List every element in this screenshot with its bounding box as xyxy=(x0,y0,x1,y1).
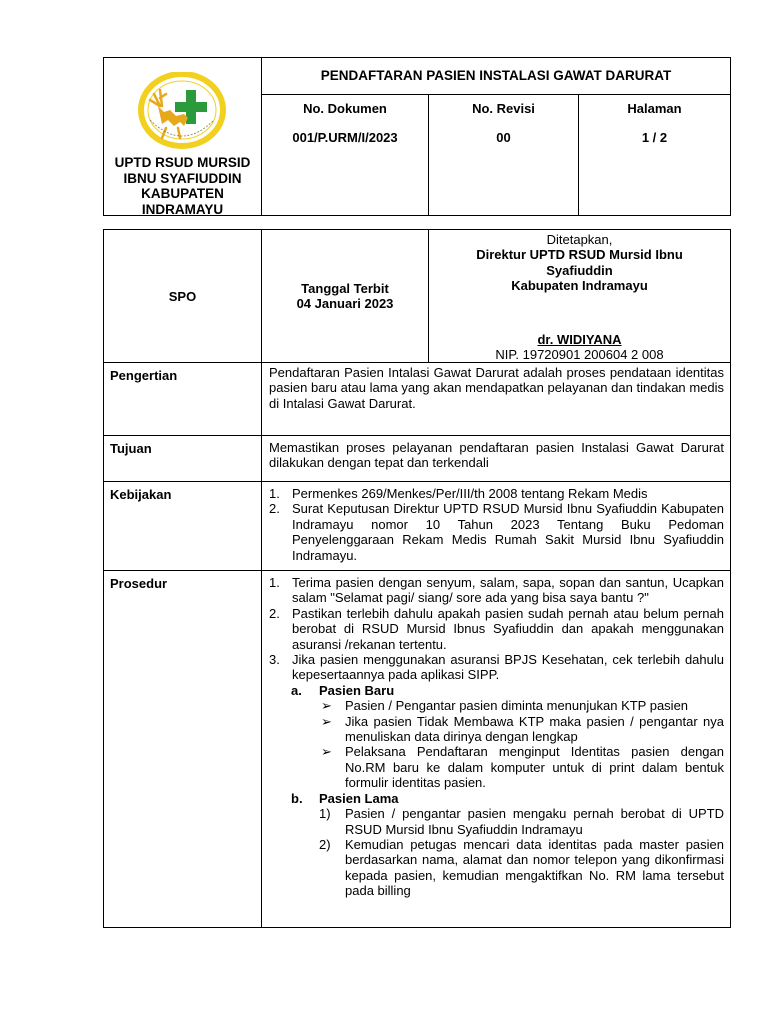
hospital-name-line: INDRAMAYU xyxy=(141,201,224,217)
sub-letter: b. xyxy=(291,790,303,806)
director-title-line: Direktur UPTD RSUD Mursid Ibnu xyxy=(476,247,683,262)
director-nip: NIP. 19720901 200604 2 008 xyxy=(495,346,664,362)
hospital-name-line: UPTD RSUD MURSID xyxy=(114,155,251,170)
list-item xyxy=(269,698,724,713)
list-item xyxy=(269,606,724,652)
spo-table xyxy=(103,229,731,928)
item-number: 2. xyxy=(269,501,280,517)
kebijakan-label: Kebijakan xyxy=(104,482,262,571)
director-title-line: Syafiuddin xyxy=(546,262,613,278)
item-text: Jika pasien menggunakan asuransi BPJS Kesehatan, cek terlebih dahulu kepesertaannya pada aplikasi SIPP. xyxy=(292,652,724,683)
prosedur-clip xyxy=(269,575,724,920)
list-item xyxy=(269,837,724,899)
page-label: Halaman xyxy=(627,101,682,116)
item-number: 2) xyxy=(319,836,331,852)
hospital-logo-icon xyxy=(138,72,226,150)
revision-value: 00 xyxy=(496,130,511,145)
hospital-name-line: KABUPATEN xyxy=(141,186,224,201)
director-title-line: Kabupaten Indramayu xyxy=(511,278,648,293)
revision-label: No. Revisi xyxy=(472,101,535,116)
pasien-baru-heading xyxy=(269,683,724,698)
item-number: 1. xyxy=(269,486,280,501)
list-item xyxy=(269,652,724,683)
director-title xyxy=(429,247,730,294)
pasien-lama-heading xyxy=(269,791,724,806)
item-number: 1. xyxy=(269,575,280,590)
pengertian-text: Pendaftaran Pasien Intalasi Gawat Darurat adalah proses pendataan identitas pasien baru atau lama yang akan mendapatkan pelayanan dan tindakan medis di Intalasi Gawat Darurat. xyxy=(262,363,731,436)
item-number: 2. xyxy=(269,605,280,621)
doc-number-label: No. Dokumen xyxy=(303,101,387,116)
hospital-identity-cell xyxy=(104,58,262,216)
director-name: dr. WIDIYANA xyxy=(537,331,622,347)
issue-date-value: 04 Januari 2023 xyxy=(296,296,394,311)
list-item xyxy=(269,744,724,790)
sub-title: Pasien Lama xyxy=(319,790,399,806)
item-text: Pasien / Pengantar pasien diminta menunjukan KTP pasien xyxy=(345,698,689,714)
item-text: Pastikan terlebih dahulu apakah pasien sudah pernah atau belum pernah berobat di RSUD Mursid Ibnus Syafiuddin dan apakah menggunakan asuransi /rekanan tertentu. xyxy=(292,605,724,652)
doc-number-cell xyxy=(262,95,429,216)
arrow-bullet-icon: ➢ xyxy=(321,698,332,714)
sub-title: Pasien Baru xyxy=(319,682,395,698)
hospital-name xyxy=(104,155,261,217)
tujuan-text: Memastikan proses pelayanan pendaftaran pasien Instalasi Gawat Darurat dilakukan dengan tepat dan terkendali xyxy=(262,436,731,482)
item-text: Jika pasien Tidak Membawa KTP maka pasien / pengantar nya menuliskan data dirinya dengan lengkap xyxy=(345,713,724,745)
item-text: Permenkes 269/Menkes/Per/III/th 2008 tentang Rekam Medis xyxy=(292,486,648,501)
item-number: 3. xyxy=(269,652,280,668)
sub-letter: a. xyxy=(291,682,302,698)
doc-number-value: 001/P.URM/I/2023 xyxy=(292,130,398,145)
list-item xyxy=(269,714,724,745)
list-item xyxy=(269,486,724,501)
revision-cell xyxy=(429,95,579,216)
pengertian-label: Pengertian xyxy=(104,363,262,436)
list-item xyxy=(269,806,724,837)
item-text: Pasien / pengantar pasien mengaku pernah berobat di UPTD RSUD Mursid Ibnu Syafiuddin Indramayu xyxy=(345,806,724,837)
kebijakan-content xyxy=(262,482,731,571)
arrow-bullet-icon: ➢ xyxy=(321,713,332,729)
list-item xyxy=(269,501,724,563)
prosedur-label: Prosedur xyxy=(104,571,262,928)
kebijakan-list xyxy=(269,486,724,563)
tujuan-label: Tujuan xyxy=(104,436,262,482)
document-header-table xyxy=(103,57,731,216)
document-title: PENDAFTARAN PASIEN INSTALASI GAWAT DARURAT xyxy=(262,58,731,95)
item-text: Kemudian petugas mencari data identitas pada master pasien berdasarkan nama, alamat dan nomor telepon yang dikonfirmasi kepada pasien, kemudian mengaktifkan No. RM lama tersebut pada billing xyxy=(345,836,724,899)
hospital-name-line: IBNU SYAFIUDDIN xyxy=(123,170,242,186)
established-label: Ditetapkan, xyxy=(546,232,613,247)
prosedur-list xyxy=(269,575,724,683)
prosedur-content xyxy=(262,571,731,928)
approval-cell xyxy=(429,230,731,363)
issue-date-cell xyxy=(262,230,429,363)
item-text: Terima pasien dengan senyum, salam, sapa, sopan dan santun, Ucapkan salam "Selamat pagi/ siang/ sore ada yang bisa saya bantu ?" xyxy=(292,575,724,606)
page-value: 1 / 2 xyxy=(641,130,668,145)
arrow-bullet-icon: ➢ xyxy=(321,744,332,760)
issue-date-label: Tanggal Terbit xyxy=(301,280,389,296)
item-number: 1) xyxy=(319,806,331,822)
list-item xyxy=(269,575,724,606)
spo-label: SPO xyxy=(104,230,262,363)
page-cell xyxy=(579,95,731,216)
item-text: Pelaksana Pendaftaran menginput Identitas pasien dengan No.RM baru ke dalam komputer untuk di print dalam bentuk formulir identitas pasien. xyxy=(345,744,724,791)
item-text: Surat Keputusan Direktur UPTD RSUD Mursid Ibnu Syafiuddin Kabupaten Indramayu nomor 10 Tahun 2023 Tentang Buku Pedoman Penyelenggaraan Rekam Medis Rumah Sakit Mursid Ibnu Syafiuddin Indramayu. xyxy=(292,501,724,563)
